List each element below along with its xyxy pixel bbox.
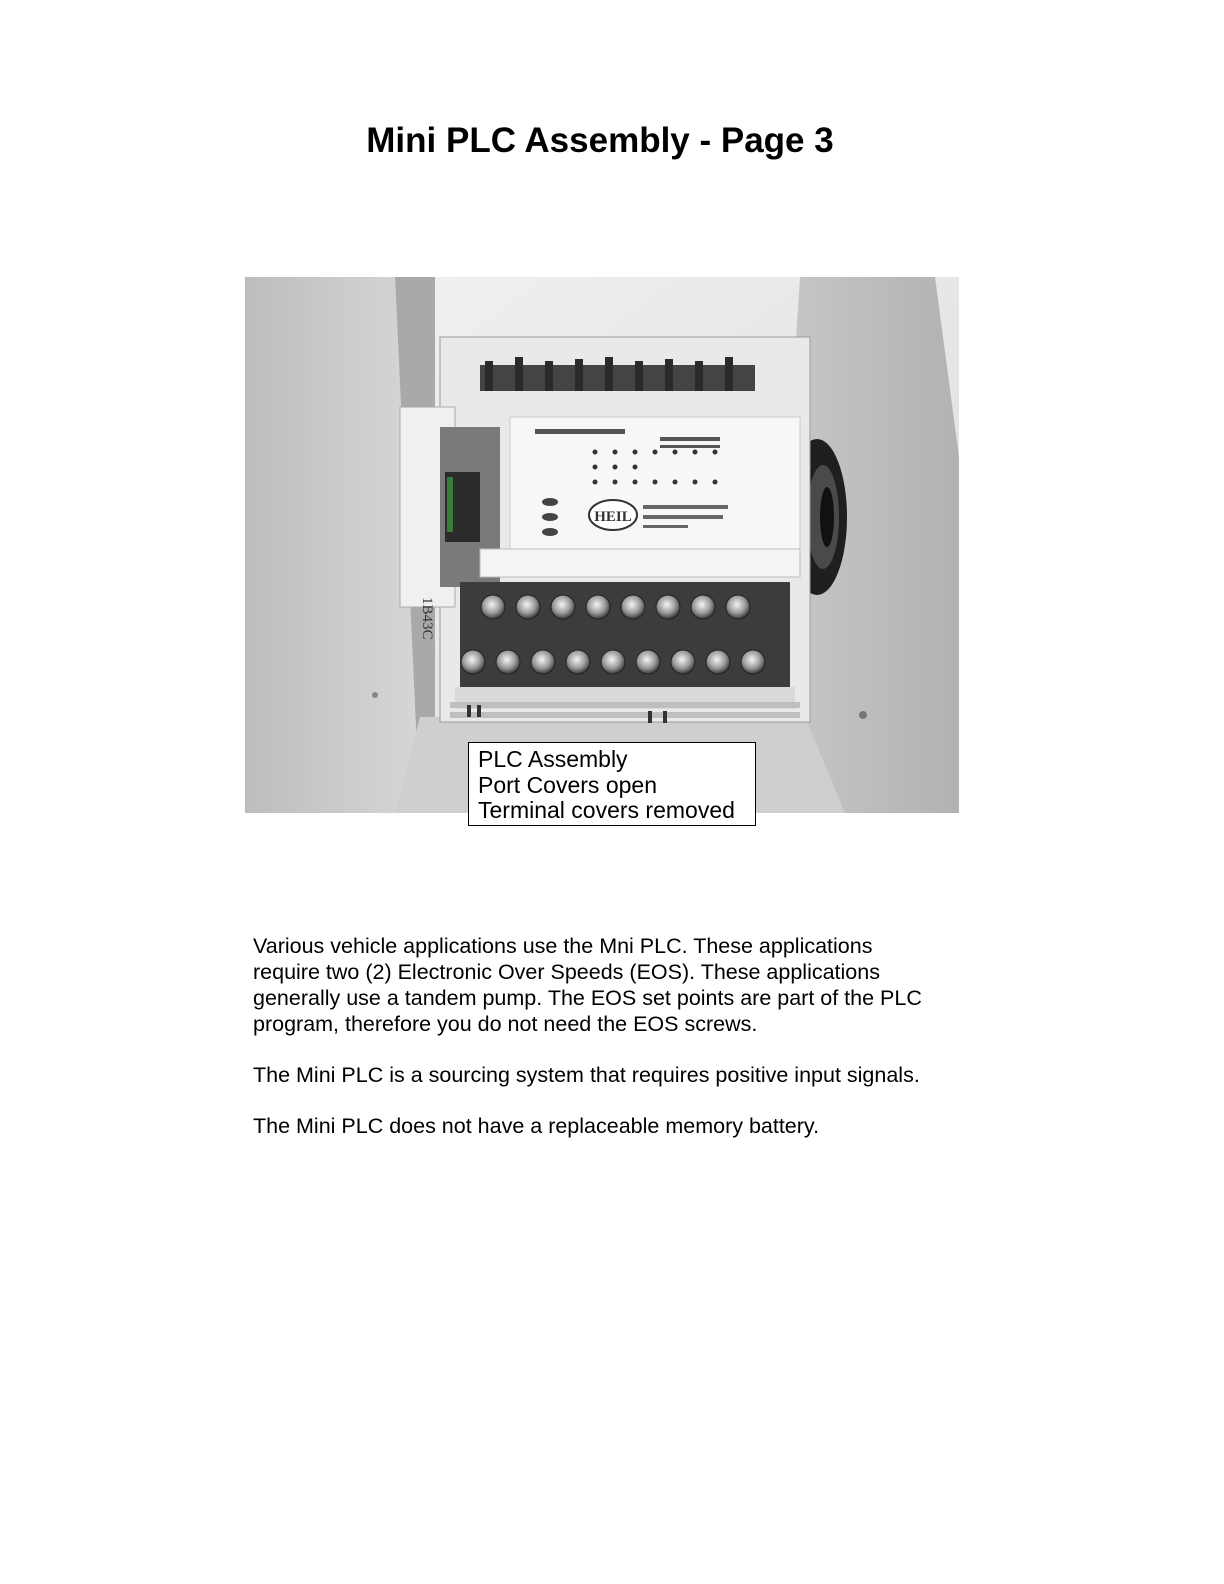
photo-callout	[468, 742, 756, 826]
text-line: program, therefore you do not need the EOS screws.	[253, 1012, 758, 1036]
side-label: 1B43C	[419, 597, 435, 640]
page-title: Mini PLC Assembly - Page 3	[366, 121, 834, 161]
paragraph-battery	[253, 1113, 1033, 1139]
heil-logo: HEIL	[594, 509, 632, 525]
text-line: The Mini PLC is a sourcing system that requires positive input signals.	[253, 1063, 920, 1087]
text-line: generally use a tandem pump. The EOS set points are part of the PLC	[253, 986, 922, 1010]
body-text	[253, 933, 1033, 1164]
text-line: The Mini PLC does not have a replaceable memory battery.	[253, 1114, 820, 1138]
paragraph-sourcing	[253, 1062, 1033, 1088]
paragraph-eos	[253, 933, 1033, 1037]
text-line: Various vehicle applications use the Mni PLC. These applications	[253, 934, 873, 958]
callout-line: Port Covers open	[478, 771, 657, 798]
plc-assembly-photo	[245, 277, 959, 813]
callout-line: Terminal covers removed	[478, 797, 735, 823]
callout-line: PLC Assembly	[478, 746, 628, 772]
text-line: require two (2) Electronic Over Speeds (EOS). These applications	[253, 960, 880, 984]
